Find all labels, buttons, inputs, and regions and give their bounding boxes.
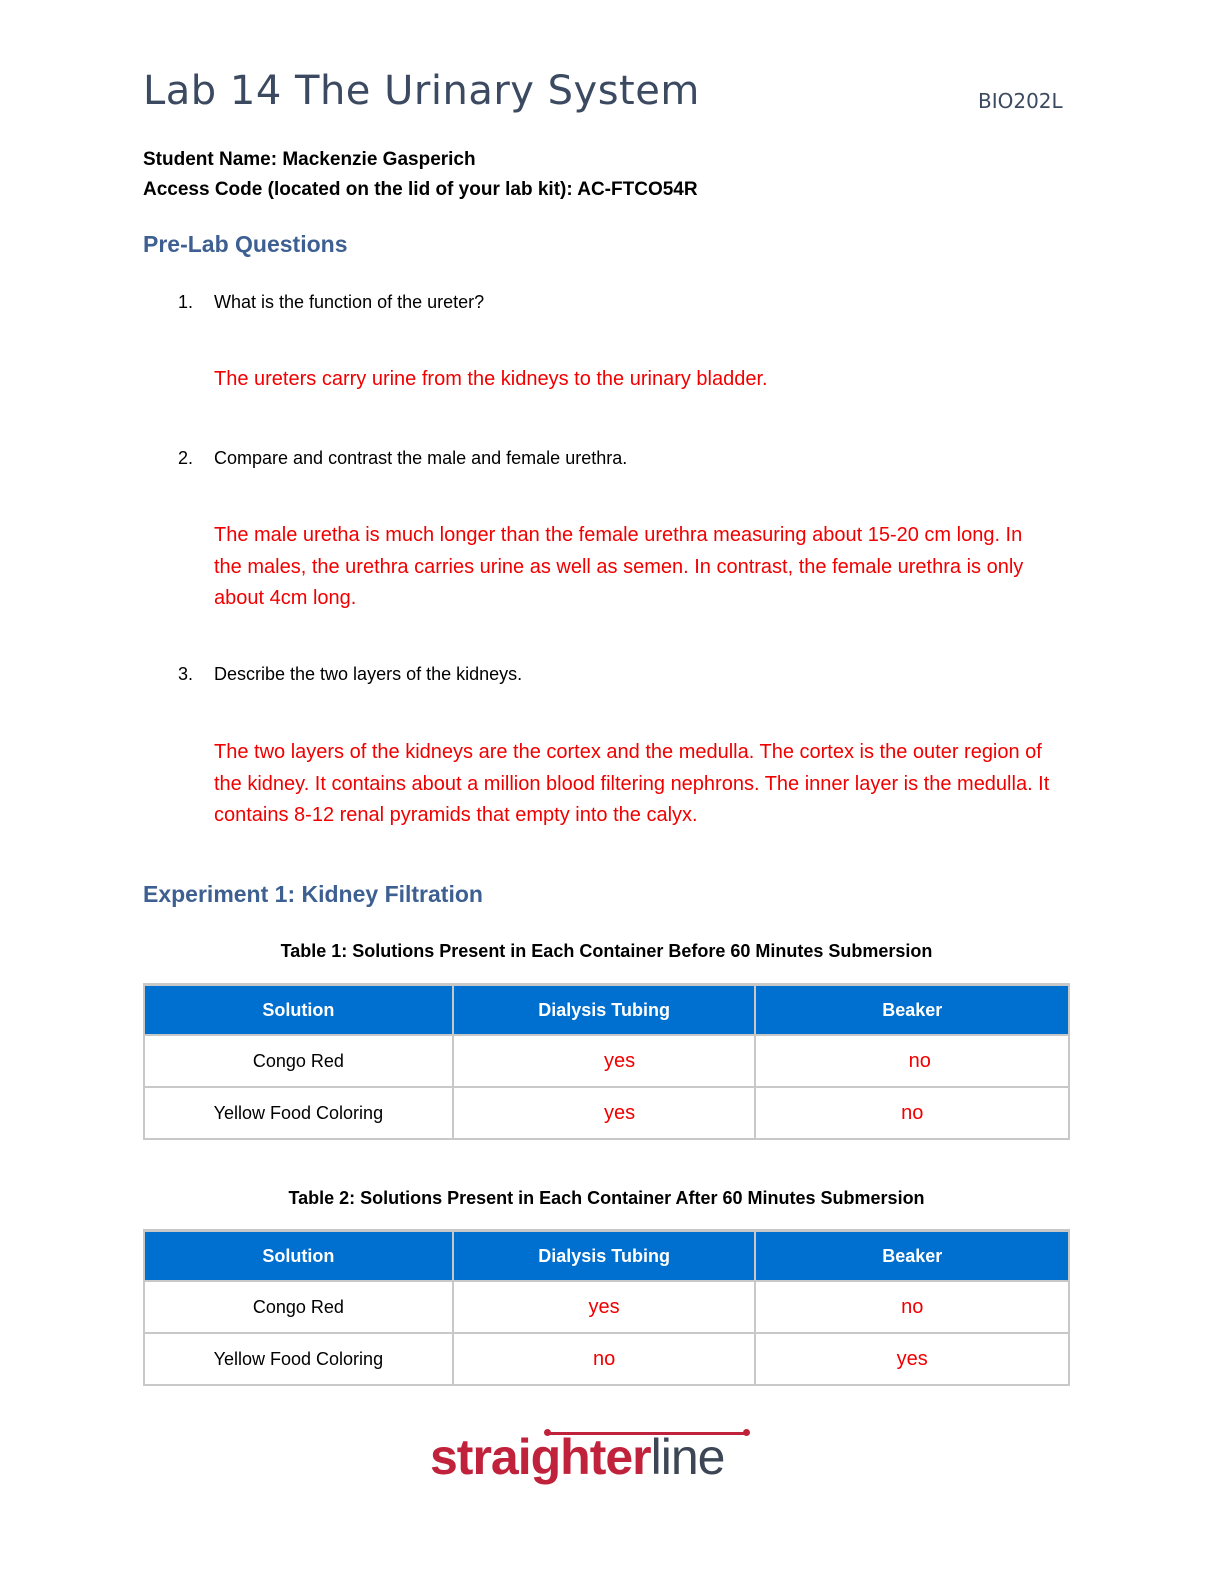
student-name: Student Name: Mackenzie Gasperich [143,149,476,170]
cell-solution: Yellow Food Coloring [144,1087,453,1139]
question-text: What is the function of the ureter? [214,292,485,312]
cell-solution: Yellow Food Coloring [144,1333,453,1385]
logo-text-bold: straighter [430,1429,651,1485]
question-text: Compare and contrast the male and female urethra. [214,448,628,468]
table-header-row [144,1231,1069,1282]
table-1-caption: Table 1: Solutions Present in Each Container Before 60 Minutes Submersion [280,941,933,961]
table-row [144,1333,1069,1385]
header-dialysis-tubing: Dialysis Tubing [453,1231,756,1282]
header-dialysis-tubing: Dialysis Tubing [453,985,756,1036]
cell-dialysis-tubing: yes [453,1087,756,1139]
prelab-heading: Pre-Lab Questions [143,231,348,257]
cell-beaker: yes [755,1333,1069,1385]
table-row [144,1281,1069,1333]
question-number: 3. [178,664,194,684]
answer-3: The two layers of the kidneys are the cortex and the medulla. The cortex is the outer region of the kidney. It contains about a million blood filtering nephrons. The inner layer is the medulla. It contains 8-12 renal pyramids that empty into the calyx. [214,741,1050,826]
question-number: 2. [178,448,194,468]
table-2-caption: Table 2: Solutions Present in Each Container After 60 Minutes Submersion [288,1188,925,1208]
page-title: Lab 14 The Urinary System [143,68,700,114]
answer-2: The male uretha is much longer than the female urethra measuring about 15-20 cm long. In the males, the urethra carries urine as well as semen. In contrast, the female urethra is only about 4cm long. [214,524,1024,609]
question-text: Describe the two layers of the kidneys. [214,664,523,684]
student-info [143,145,698,205]
header-solution: Solution [144,1231,453,1282]
cell-dialysis-tubing: no [453,1333,756,1385]
cell-dialysis-tubing: yes [453,1035,756,1087]
question-number: 1. [178,292,194,312]
table-header-row [144,985,1069,1036]
straighterline-logo [430,1428,790,1494]
table-2 [143,1229,1070,1386]
cell-solution: Congo Red [144,1281,453,1333]
header-solution: Solution [144,985,453,1036]
experiment-heading: Experiment 1: Kidney Filtration [143,881,483,907]
cell-beaker: no [755,1087,1069,1139]
logo-wordmark [430,1428,724,1486]
table-1 [143,983,1070,1140]
table-row [144,1035,1069,1087]
header-beaker: Beaker [755,985,1069,1036]
course-code: BIO202L [978,89,1063,113]
access-code: Access Code (located on the lid of your lab kit): AC-FTCO54R [143,179,698,200]
answer-1: The ureters carry urine from the kidneys to the urinary bladder. [214,368,768,390]
cell-beaker: no [755,1035,1069,1087]
header-beaker: Beaker [755,1231,1069,1282]
cell-dialysis-tubing: yes [453,1281,756,1333]
cell-beaker: no [755,1281,1069,1333]
logo-accent-dot [743,1429,750,1436]
logo-text-light: line [650,1429,725,1485]
cell-solution: Congo Red [144,1035,453,1087]
table-row [144,1087,1069,1139]
